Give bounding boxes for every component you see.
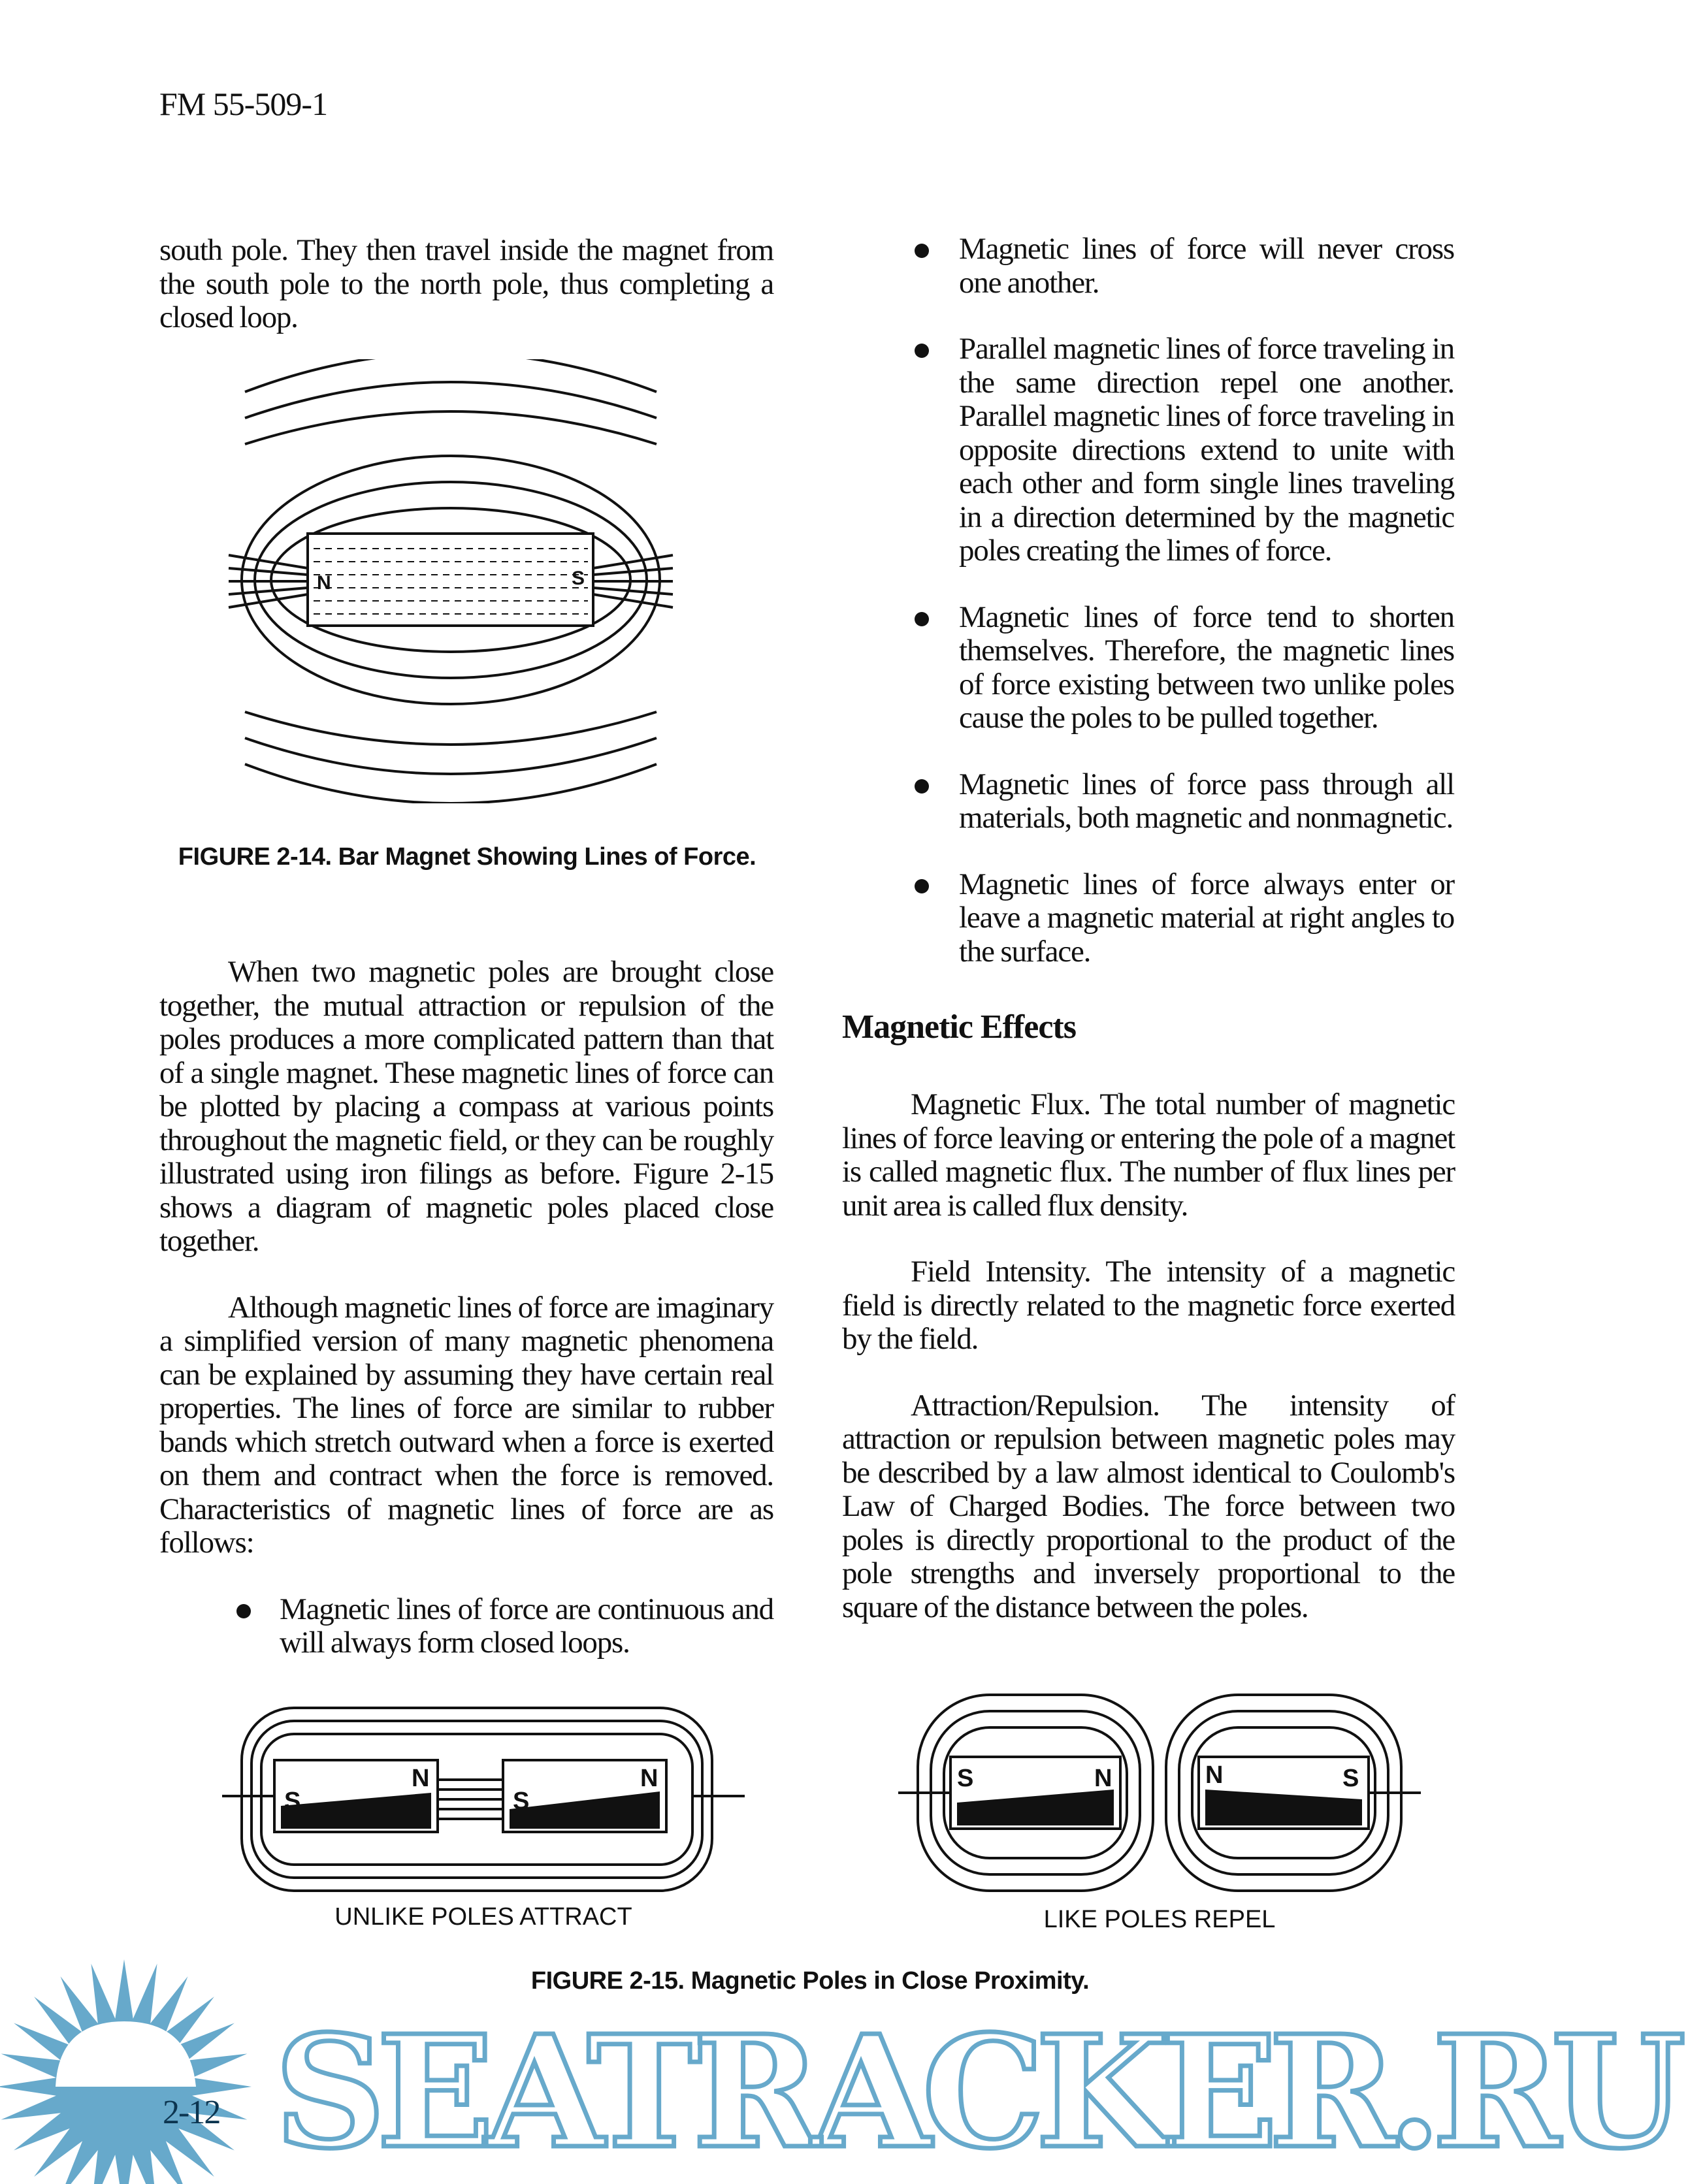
bullet-item [915,868,1454,969]
magnetic-effects-body [842,1088,1455,1624]
bar-magnet [308,534,593,626]
figure-unlike-poles-attract [222,1695,745,1904]
bullet-icon [915,344,929,358]
pole-label: S [284,1788,301,1815]
right-column-bullets [842,232,1455,1624]
like-poles-label: LIKE POLES REPEL [1043,1906,1276,1933]
bullet-item [915,601,1454,735]
bullet-icon [915,244,929,258]
paragraph-intensity: Field Intensity. The intensity of a magnetic field is directly related to the magnetic force exerted by the field. [842,1255,1455,1356]
bullet-item [915,332,1454,568]
paragraph-attraction: Attraction/Repulsion. The intensity of attraction or repulsion between magnetic poles may be described by a law almost identical to Coulomb's Law of Charged Bodies. The force between two poles is directly proportional to the product of the pole strengths and inversely proportional to the square of the distance between the poles. [842,1388,1455,1624]
bullet-icon [915,612,929,626]
pole-n-label: N [317,572,331,594]
bullet-text: Magnetic lines of force are continuous and will always form closed loops. [280,1592,773,1660]
bullet-icon [236,1604,251,1618]
bullet-text: Magnetic lines of force tend to shorten themselves. Therefore, the magnetic lines of force existing between two unlike poles cause the poles to be pulled together. [959,600,1454,735]
pole-label: N [1094,1765,1112,1792]
pole-label: S [513,1788,530,1815]
unlike-poles-label: UNLIKE POLES ATTRACT [334,1903,632,1931]
bullet-text: Parallel magnetic lines of force traveling in the same direction repel one another. Parallel magnetic lines of force traveling in opposite directions extend to unite with each other and form single lines traveling in a direction determined by the magnetic poles creating the limes of force. [959,332,1454,568]
paragraph-properties: Although magnetic lines of force are imaginary a simplified version of many magnetic phenomena can be explained by assuming they have certain real properties. The lines of force are similar to rubber bands which stretch outward when a force is exerted on them and contract when the force is removed. Characteristics of magnetic lines of force are as follows: [159,1290,773,1560]
sun-logo-icon [0,1956,261,2184]
bullet-icon [915,879,929,893]
figure-2-14-caption: FIGURE 2-14. Bar Magnet Showing Lines of Force. [178,843,756,871]
pole-label: S [1342,1765,1359,1792]
section-heading: Magnetic Effects [842,1008,1076,1046]
bullet-text: Magnetic lines of force pass through all materials, both magnetic and nonmagnetic. [959,767,1454,835]
pole-label: N [1205,1761,1224,1789]
bullet-text: Magnetic lines of force will never cross one another. [959,232,1454,300]
figure-2-14-bar-magnet [222,359,679,803]
paragraph-continued [159,234,773,335]
bullet-item [159,1593,773,1660]
pole-label: S [957,1765,974,1792]
left-column-body [159,956,773,1660]
page-number: 2-12 [163,2094,220,2131]
bullet-item [915,233,1454,300]
document-id: FM 55-509-1 [159,86,328,122]
figure-2-15-caption: FIGURE 2-15. Magnetic Poles in Close Proximity. [530,1967,1090,1995]
pole-label: N [412,1765,430,1792]
paragraph-flux: Magnetic Flux. The total number of magnetic lines of force leaving or entering the pole of a magnet is called magnetic flux. The number of flux lines per unit area is called flux density. [842,1087,1455,1223]
bullet-icon [915,779,929,794]
paragraph-two-poles: When two magnetic poles are brought close together, the mutual attraction or repulsion of the poles produces a more complicated pattern than that of a single magnet. These magnetic lines of force can be plotted by placing a compass at various points throughout the magnetic field, or they can be roughly illustrated using iron filings as before. Figure 2-15 shows a diagram of magnetic poles placed close together. [159,955,773,1258]
pole-label: N [640,1765,658,1792]
figure-like-poles-repel [898,1685,1421,1901]
pole-s-label: S [572,568,585,589]
bullet-text: Magnetic lines of force always enter or leave a magnetic material at right angles to the surface. [959,867,1454,969]
paragraph-text: south pole. They then travel inside the magnet from the south pole to the north pole, thus completing a closed loop. [159,233,773,334]
watermark-text: SEATRACKER.RU [274,2001,1677,2183]
bullet-item [915,768,1454,835]
